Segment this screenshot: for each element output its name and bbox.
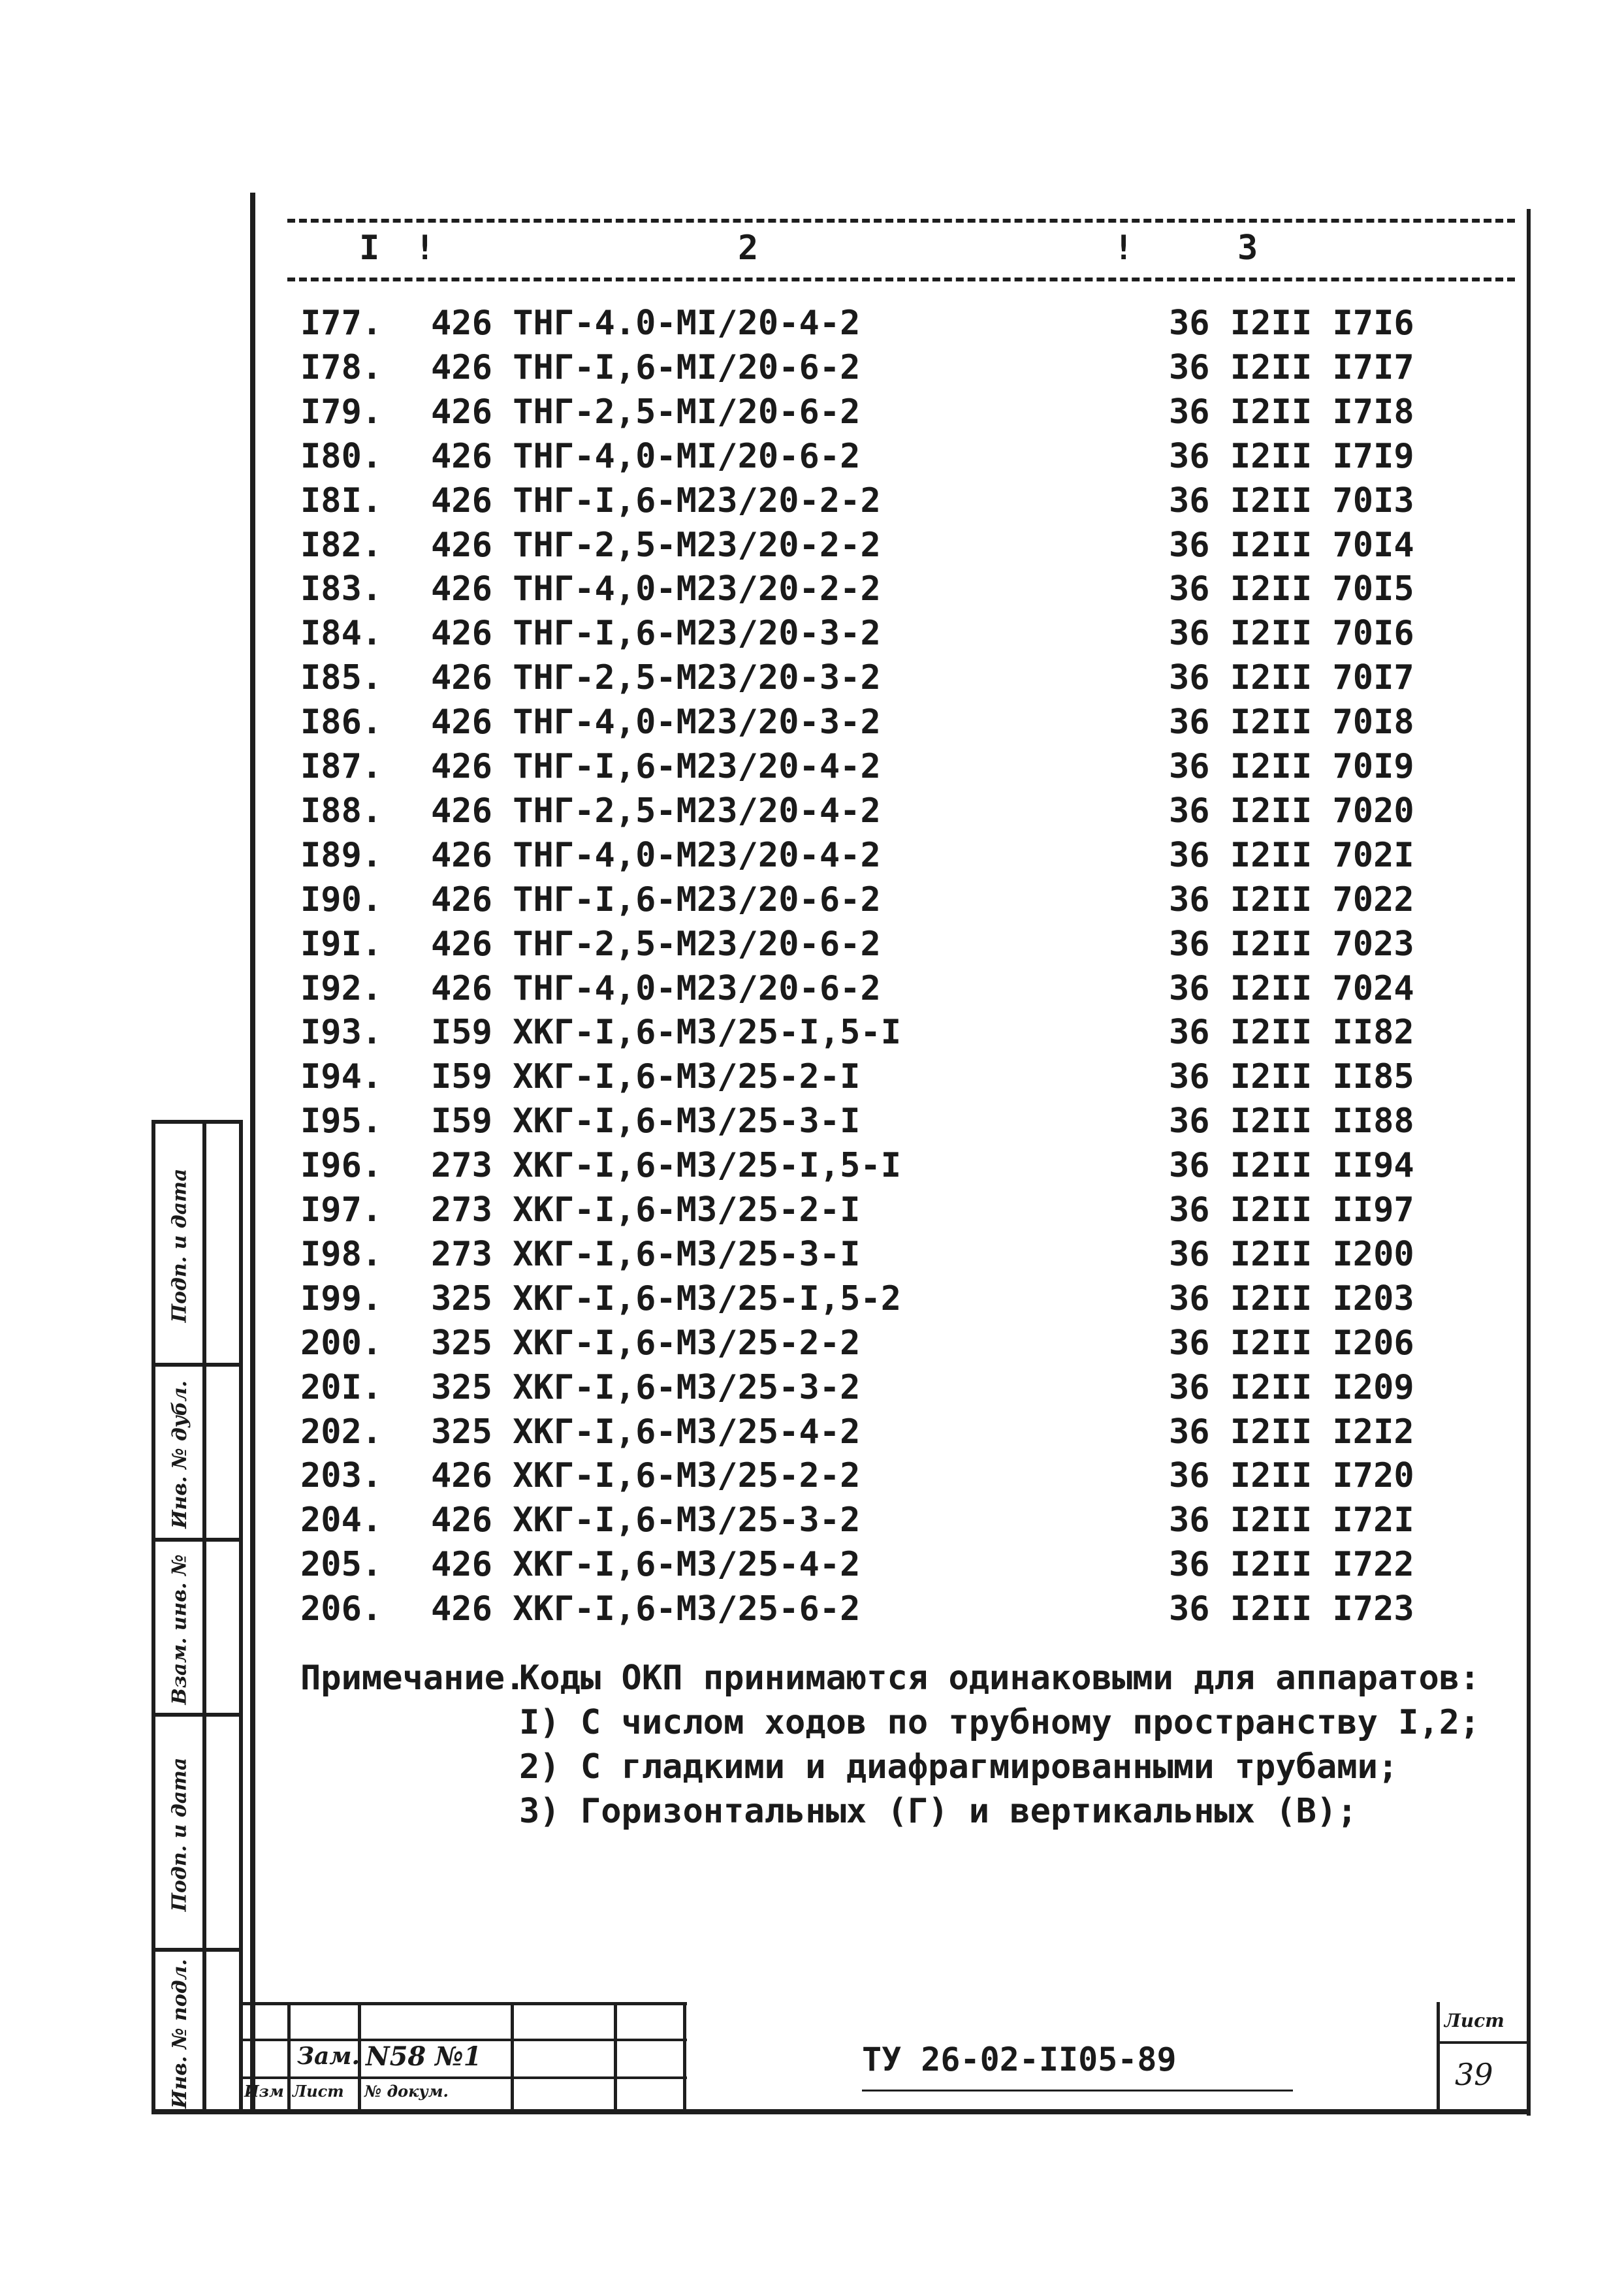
row-number: I8I. — [300, 481, 383, 520]
apparatus-designation: 426 ХКГ-I,6-М3/25-4-2 — [431, 1545, 861, 1585]
column-header-3: 3 — [1237, 229, 1258, 268]
header-top-rule — [287, 219, 1515, 223]
apparatus-designation: 426 ТНГ-I,6-М23/20-2-2 — [431, 481, 881, 520]
note-item-3: 3) Горизонтальных (Г) и вертикальных (В); — [519, 1792, 1358, 1831]
row-number: I90. — [300, 880, 383, 919]
sheet-label: Лист — [1444, 2010, 1505, 2031]
note-line-1: Коды ОКП принимаются одинаковыми для аппаратов: — [519, 1659, 1480, 1698]
row-number: I88. — [300, 791, 383, 831]
okp-code: 36 I2II I7I9 — [1169, 436, 1414, 476]
row-number: 206. — [300, 1589, 383, 1629]
title-block-col-line-3 — [511, 2002, 514, 2113]
row-number: I89. — [300, 835, 383, 875]
okp-code: 36 I2II I200 — [1169, 1234, 1414, 1274]
okp-code: 36 I2II 7023 — [1169, 924, 1414, 964]
title-block-col-list: Лист — [293, 2082, 344, 2101]
apparatus-designation: I59 ХКГ-I,6-М3/25-2-I — [431, 1057, 861, 1097]
frame-right-border — [1527, 209, 1531, 2116]
apparatus-designation: 273 ХКГ-I,6-М3/25-I,5-I — [431, 1146, 902, 1186]
okp-code: 36 I2II I209 — [1169, 1367, 1414, 1407]
okp-code: 36 I2II II88 — [1169, 1102, 1414, 1141]
row-number: 200. — [300, 1323, 383, 1363]
okp-code: 36 I2II 7020 — [1169, 791, 1414, 831]
apparatus-designation: 426 ТНГ-2,5-М23/20-3-2 — [431, 658, 881, 698]
apparatus-designation: 325 ХКГ-I,6-М3/25-I,5-2 — [431, 1279, 902, 1318]
row-number: I98. — [300, 1234, 383, 1274]
okp-code: 36 I2II I720 — [1169, 1456, 1414, 1496]
apparatus-designation: 426 ТНГ-4.0-МI/20-4-2 — [431, 304, 861, 343]
okp-code: 36 I2II 7024 — [1169, 968, 1414, 1008]
title-block-col-doc: № докум. — [364, 2082, 449, 2101]
apparatus-designation: 426 ТНГ-4,0-М23/20-4-2 — [431, 835, 881, 875]
row-number: I82. — [300, 525, 383, 565]
row-number: I80. — [300, 436, 383, 476]
okp-code: 36 I2II I7I6 — [1169, 304, 1414, 343]
apparatus-designation: 426 ТНГ-I,6-М23/20-3-2 — [431, 614, 881, 654]
title-block-low-rule — [243, 2076, 687, 2079]
apparatus-designation: 426 ТНГ-2,5-М23/20-2-2 — [431, 525, 881, 565]
okp-code: 36 I2II 702I — [1169, 835, 1414, 875]
document-code: ТУ 26-02-II05-89 — [862, 2041, 1177, 2078]
okp-code: 36 I2II I206 — [1169, 1323, 1414, 1363]
row-number: I84. — [300, 614, 383, 654]
apparatus-designation: 426 ТНГ-4,0-М23/20-3-2 — [431, 703, 881, 742]
okp-code: 36 I2II 70I9 — [1169, 747, 1414, 786]
side-stamp-label-1: Подп. и дата — [168, 1168, 191, 1322]
note-lead: Примечание. — [300, 1659, 526, 1698]
side-stamp-label-3: Взам. инв. № — [168, 1553, 191, 1705]
header-bottom-rule — [287, 278, 1515, 281]
row-number: I79. — [300, 392, 383, 432]
apparatus-designation: 325 ХКГ-I,6-М3/25-4-2 — [431, 1412, 861, 1452]
okp-code: 36 I2II I203 — [1169, 1279, 1414, 1318]
okp-code: 36 I2II I7I7 — [1169, 347, 1414, 387]
row-number: 203. — [300, 1456, 383, 1496]
row-number: I77. — [300, 304, 383, 343]
row-number: I93. — [300, 1013, 383, 1053]
column-separator-2: ! — [1113, 229, 1134, 268]
row-number: I96. — [300, 1146, 383, 1186]
title-block-col-line-4 — [614, 2002, 617, 2113]
row-number: I97. — [300, 1190, 383, 1230]
row-number: I94. — [300, 1057, 383, 1097]
okp-code: 36 I2II II94 — [1169, 1146, 1414, 1186]
column-separator-1: ! — [415, 229, 436, 268]
side-stamp-label-5: Инв. № подл. — [168, 1958, 191, 2108]
row-number: I86. — [300, 703, 383, 742]
apparatus-designation: 426 ТНГ-2,5-М23/20-6-2 — [431, 924, 881, 964]
apparatus-designation: 426 ХКГ-I,6-М3/25-6-2 — [431, 1589, 861, 1629]
okp-code: 36 I2II II97 — [1169, 1190, 1414, 1230]
title-block-col-line-5 — [683, 2002, 686, 2113]
row-number: I95. — [300, 1102, 383, 1141]
okp-code: 36 I2II 70I8 — [1169, 703, 1414, 742]
apparatus-designation: I59 ХКГ-I,6-М3/25-I,5-I — [431, 1013, 902, 1053]
apparatus-designation: 426 ТНГ-I,6-М23/20-4-2 — [431, 747, 881, 786]
row-number: I83. — [300, 569, 383, 609]
okp-code: 36 I2II 70I6 — [1169, 614, 1414, 654]
row-number: I92. — [300, 968, 383, 1008]
row-number: I85. — [300, 658, 383, 698]
apparatus-designation: 426 ХКГ-I,6-М3/25-2-2 — [431, 1456, 861, 1496]
column-header-1: I — [359, 229, 380, 268]
frame-left-border — [250, 193, 255, 2112]
apparatus-designation: 426 ТНГ-2,5-МI/20-6-2 — [431, 392, 861, 432]
title-block-col-izm: Изм — [244, 2082, 284, 2101]
row-number: I78. — [300, 347, 383, 387]
apparatus-designation: 325 ХКГ-I,6-М3/25-2-2 — [431, 1323, 861, 1363]
row-number: I9I. — [300, 924, 383, 964]
okp-code: 36 I2II 70I4 — [1169, 525, 1414, 565]
okp-code: 36 I2II I2I2 — [1169, 1412, 1414, 1452]
apparatus-designation: 273 ХКГ-I,6-М3/25-3-I — [431, 1234, 861, 1274]
side-stamp-label-4: Подп. и дата — [168, 1757, 191, 1911]
row-number: 202. — [300, 1412, 383, 1452]
row-number: 20I. — [300, 1367, 383, 1407]
okp-code: 36 I2II 70I7 — [1169, 658, 1414, 698]
note-item-2: 2) С гладкими и диафрагмированными трубами; — [519, 1747, 1399, 1787]
okp-code: 36 I2II 7022 — [1169, 880, 1414, 919]
row-number: I87. — [300, 747, 383, 786]
side-stamp — [151, 1120, 243, 2112]
row-number: I99. — [300, 1279, 383, 1318]
title-block-sheet-divider — [1437, 2002, 1440, 2113]
apparatus-designation: 426 ТНГ-2,5-М23/20-4-2 — [431, 791, 881, 831]
apparatus-designation: 426 ТНГ-I,6-МI/20-6-2 — [431, 347, 861, 387]
side-stamp-label-2: Инв. № дубл. — [168, 1380, 191, 1529]
sheet-number: 39 — [1455, 2057, 1493, 2092]
note-item-1: I) С числом ходов по трубному пространству I,2; — [519, 1703, 1480, 1742]
row-number: 205. — [300, 1545, 383, 1585]
title-block-top-rule — [243, 2002, 687, 2005]
title-block-code-underline — [862, 2090, 1293, 2091]
column-header-2: 2 — [738, 229, 759, 268]
title-block-col-line-1 — [287, 2002, 291, 2113]
okp-code: 36 I2II 70I5 — [1169, 569, 1414, 609]
title-block-sheet-rule — [1437, 2041, 1528, 2044]
okp-code: 36 I2II II85 — [1169, 1057, 1414, 1097]
apparatus-designation: I59 ХКГ-I,6-М3/25-3-I — [431, 1102, 861, 1141]
change-notice-number: N58 №1 — [366, 2041, 482, 2072]
apparatus-designation: 426 ТНГ-4,0-М23/20-6-2 — [431, 968, 881, 1008]
okp-code: 36 I2II II82 — [1169, 1013, 1414, 1053]
okp-code: 36 I2II I722 — [1169, 1545, 1414, 1585]
okp-code: 36 I2II I723 — [1169, 1589, 1414, 1629]
okp-code: 36 I2II I72I — [1169, 1501, 1414, 1540]
apparatus-designation: 426 ТНГ-I,6-М23/20-6-2 — [431, 880, 881, 919]
apparatus-designation: 273 ХКГ-I,6-М3/25-2-I — [431, 1190, 861, 1230]
apparatus-designation: 426 ТНГ-4,0-МI/20-6-2 — [431, 436, 861, 476]
okp-code: 36 I2II I7I8 — [1169, 392, 1414, 432]
row-number: 204. — [300, 1501, 383, 1540]
okp-code: 36 I2II 70I3 — [1169, 481, 1414, 520]
apparatus-designation: 426 ТНГ-4,0-М23/20-2-2 — [431, 569, 881, 609]
change-mark: Зам. — [297, 2043, 360, 2070]
apparatus-designation: 426 ХКГ-I,6-М3/25-3-2 — [431, 1501, 861, 1540]
apparatus-designation: 325 ХКГ-I,6-М3/25-3-2 — [431, 1367, 861, 1407]
